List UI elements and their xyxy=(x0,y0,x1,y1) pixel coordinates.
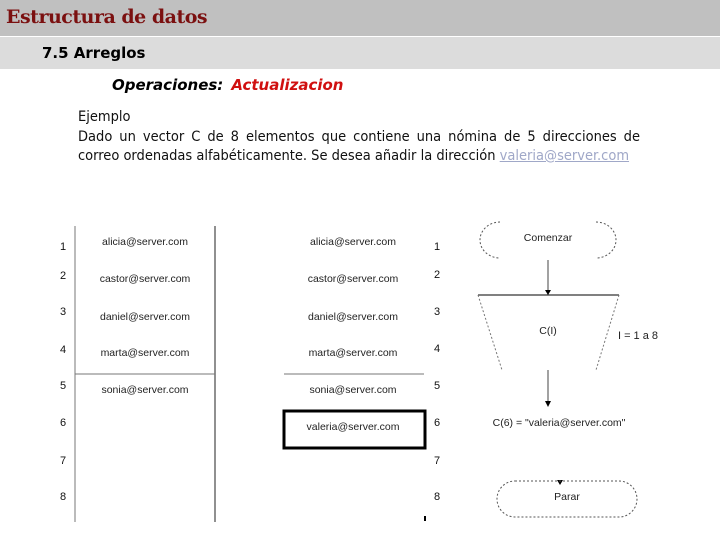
index-label: 8 xyxy=(59,491,67,503)
index-label: 6 xyxy=(433,417,441,429)
index-label: 3 xyxy=(433,306,441,318)
index-label: 8 xyxy=(433,491,441,503)
array-cell: daniel@server.com xyxy=(99,311,191,323)
operation-name: Actualizacion xyxy=(231,76,344,94)
index-label: 1 xyxy=(59,241,67,253)
index-label: 5 xyxy=(433,380,441,392)
array-cell: alicia@server.com xyxy=(102,236,188,248)
example-body: Dado un vector C de 8 elementos que contiene una nómina de 5 direcciones de correo ordenadas alfabéticamente. Se desea añadir la dirección xyxy=(78,128,640,164)
cursor-mark xyxy=(424,516,426,521)
index-label: 5 xyxy=(59,380,67,392)
start-label: Comenzar xyxy=(523,232,573,244)
index-label: 2 xyxy=(433,269,441,281)
array-cell: castor@server.com xyxy=(307,273,399,285)
operation-label: Operaciones: xyxy=(112,76,224,94)
array-cell-new: valeria@server.com xyxy=(306,421,400,433)
end-label: Parar xyxy=(554,491,580,503)
array-cell: alicia@server.com xyxy=(310,236,396,248)
index-label: 1 xyxy=(433,241,441,253)
index-label: 3 xyxy=(59,306,67,318)
index-label: 7 xyxy=(59,455,67,467)
assignment-label: C(6) = "valeria@server.com" xyxy=(492,417,626,429)
loop-range-label: I = 1 a 8 xyxy=(617,330,659,342)
array-cell: sonia@server.com xyxy=(101,384,189,396)
array-cell: marta@server.com xyxy=(100,347,190,359)
index-label: 4 xyxy=(59,344,67,356)
arrowhead-2 xyxy=(545,401,551,407)
array-cell: daniel@server.com xyxy=(307,311,399,323)
array-cell: castor@server.com xyxy=(99,273,191,285)
email-link[interactable]: valeria@server.com xyxy=(499,148,630,164)
index-label: 4 xyxy=(433,343,441,355)
index-label: 6 xyxy=(59,417,67,429)
example-heading: Ejemplo xyxy=(78,109,131,125)
slide-title: Estructura de datos xyxy=(6,6,208,28)
arrowhead-1 xyxy=(545,290,551,295)
index-label: 2 xyxy=(59,270,67,282)
section-title: 7.5 Arreglos xyxy=(42,44,146,62)
loop-left xyxy=(478,295,502,370)
array-cell: sonia@server.com xyxy=(309,384,397,396)
loop-body-label: C(I) xyxy=(539,325,557,337)
array-cell: marta@server.com xyxy=(308,347,398,359)
index-label: 7 xyxy=(433,455,441,467)
